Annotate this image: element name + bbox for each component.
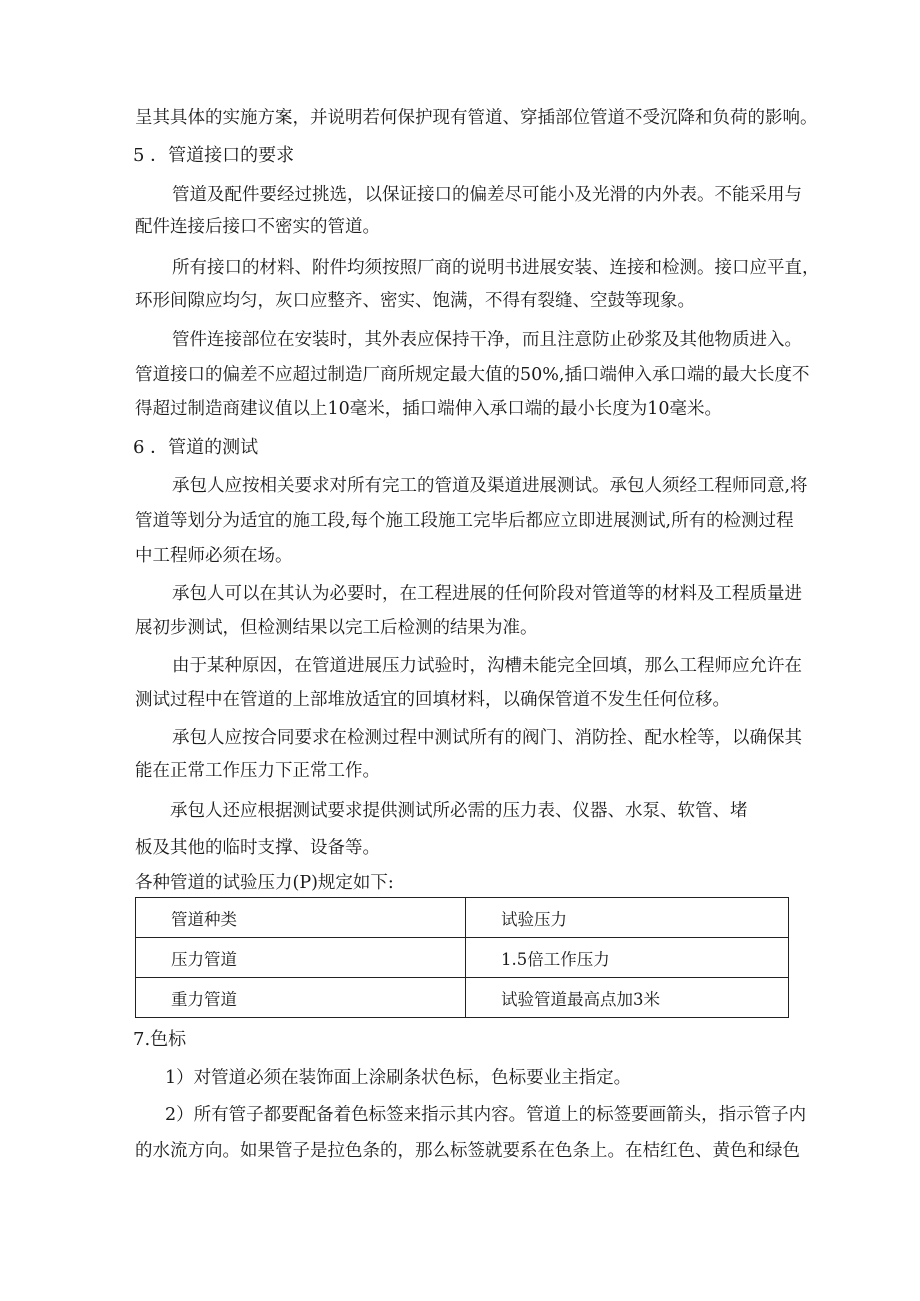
paragraph-line: 展初步测试，但检测结果以完工后检测的结果为准。	[135, 618, 538, 638]
table-cell: 重力管道	[136, 978, 466, 1018]
table-caption: 各种管道的试验压力(P)规定如下:	[135, 873, 394, 893]
table-row	[136, 978, 789, 1018]
table-header-row	[136, 898, 789, 938]
paragraph-line: 2）所有管子都要配备着色标签来指示其内容。管道上的标签要画箭头，指示管子内	[165, 1105, 807, 1125]
paragraph-line: 管道及配件要经过挑选，以保证接口的偏差尽可能小及光滑的内外表。不能采用与	[172, 185, 802, 205]
paragraph-line: 配件连接后接口不密实的管道。	[135, 217, 380, 237]
table-cell: 试验管道最高点加3米	[466, 978, 789, 1018]
paragraph-line: 所有接口的材料、附件均须按照厂商的说明书进展安装、连接和检测。接口应平直，	[172, 258, 820, 278]
paragraph-line: 中工程师必须在场。	[135, 546, 293, 566]
paragraph-line: 能在正常工作压力下正常工作。	[135, 761, 380, 781]
section-heading-5: 5 ．管道接口的要求	[133, 145, 295, 166]
section-heading-7: 7.色标	[133, 1029, 187, 1050]
paragraph-line: 管道接口的偏差不应超过制造厂商所规定最大值的50%,插口端伸入承口端的最大长度不	[135, 365, 810, 385]
paragraph-line: 管道等划分为适宜的施工段,每个施工段施工完毕后都应立即进展测试,所有的检测过程	[135, 511, 794, 531]
paragraph-line: 承包人应按合同要求在检测过程中测试所有的阀门、消防拴、配水栓等，以确保其	[172, 728, 802, 748]
paragraph-line: 测试过程中在管道的上部堆放适宜的回填材料，以确保管道不发生任何位移。	[135, 690, 730, 710]
paragraph-line: 承包人可以在其认为必要时，在工程进展的任何阶段对管道等的材料及工程质量进	[172, 584, 802, 604]
paragraph-line: 得超过制造商建议值以上10毫米，插口端伸入承口端的最小长度为10毫米。	[135, 399, 723, 419]
table-cell: 压力管道	[136, 938, 466, 978]
paragraph-line: 承包人应按相关要求对所有完工的管道及渠道进展测试。承包人须经工程师同意,将	[172, 476, 808, 496]
paragraph-line: 1）对管道必须在装饰面上涂刷条状色标，色标要业主指定。	[165, 1068, 632, 1088]
paragraph-line: 环形间隙应均匀，灰口应整齐、密实、饱满，不得有裂缝、空鼓等现象。	[135, 291, 695, 311]
table-cell: 1.5倍工作压力	[466, 938, 789, 978]
table-header-cell: 管道种类	[136, 898, 466, 938]
paragraph-line: 呈其具体的实施方案，并说明若何保护现有管道、穿插部位管道不受沉降和负荷的影响。	[135, 108, 818, 128]
pressure-table	[135, 897, 789, 1018]
paragraph-line: 的水流方向。如果管子是拉色条的，那么标签就要系在色条上。在桔红色、黄色和绿色	[135, 1141, 800, 1161]
table-header-cell: 试验压力	[466, 898, 789, 938]
section-heading-6: 6 ．管道的测试	[133, 437, 259, 458]
paragraph-line: 由于某种原因，在管道进展压力试验时，沟槽未能完全回填，那么工程师应允许在	[172, 656, 802, 676]
table-row	[136, 938, 789, 978]
paragraph-line: 板及其他的临时支撑、设备等。	[135, 838, 380, 858]
paragraph-line: 管件连接部位在安装时，其外表应保持干净，而且注意防止砂浆及其他物质进入。	[172, 330, 802, 350]
paragraph-line: 承包人还应根据测试要求提供测试所必需的压力表、仪器、水泵、软管、堵	[170, 801, 748, 821]
